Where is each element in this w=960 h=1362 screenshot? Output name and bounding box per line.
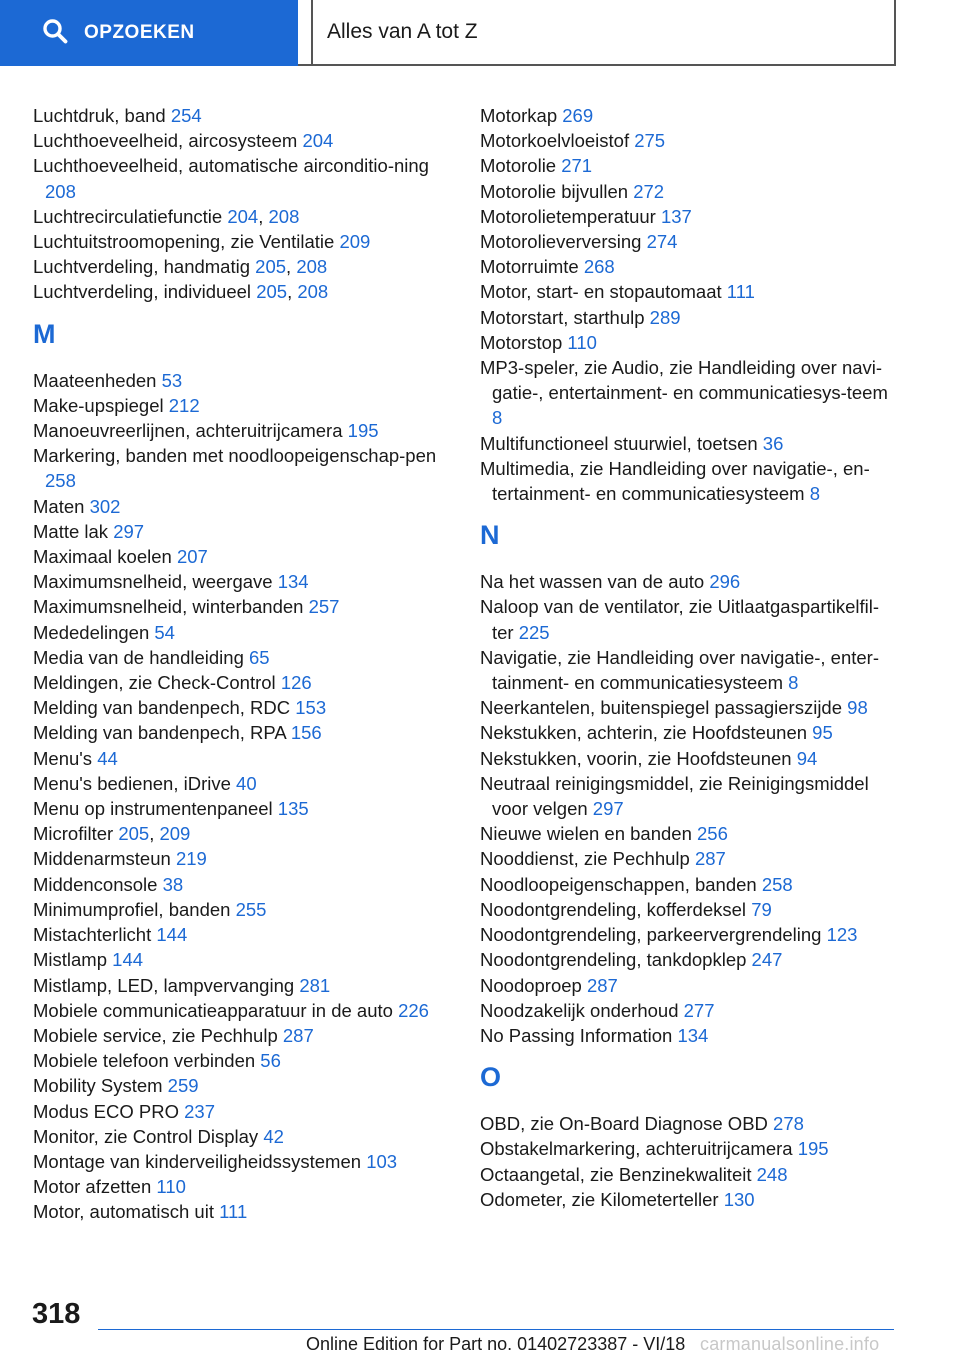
index-entry-text: Monitor, zie Control Display bbox=[33, 1125, 259, 1147]
index-entry bbox=[33, 846, 463, 871]
page-link[interactable]: 110 bbox=[156, 1176, 186, 1198]
page-link[interactable]: 123 bbox=[826, 924, 858, 946]
page-link[interactable]: 204 bbox=[227, 205, 259, 227]
index-entry-text: Motorolietemperatuur bbox=[480, 205, 656, 227]
index-entry: Luchtverdeling, individueel 205, 208 bbox=[33, 281, 329, 303]
index-entry bbox=[480, 998, 900, 1023]
page-link[interactable]: 36 bbox=[762, 432, 784, 454]
index-entry-text: No Passing Information bbox=[480, 1024, 673, 1046]
index-entry-text: Noodontgrendeling, parkeervergrendeling bbox=[480, 924, 822, 946]
page-link[interactable]: 258 bbox=[45, 470, 76, 492]
page-link[interactable]: 134 bbox=[277, 571, 309, 593]
index-entry bbox=[33, 771, 463, 796]
page-link[interactable]: 204 bbox=[302, 130, 334, 152]
page-link[interactable]: 297 bbox=[113, 520, 145, 542]
index-entry-text: Markering, banden met noodloopeigenschap‐pen bbox=[33, 445, 437, 467]
page-link[interactable]: 144 bbox=[156, 924, 188, 946]
index-entry bbox=[480, 179, 900, 204]
page-link[interactable]: 208 bbox=[297, 281, 329, 303]
index-entry bbox=[480, 1023, 900, 1048]
index-entry-text: OBD, zie On-Board Diagnose OBD bbox=[480, 1113, 768, 1135]
page-link[interactable]: 195 bbox=[347, 420, 379, 442]
index-entry bbox=[33, 103, 463, 128]
header bbox=[0, 0, 960, 68]
index-entry-text: Na het wassen van de auto bbox=[480, 571, 705, 593]
index-entry bbox=[33, 922, 463, 947]
index-letter-heading: M bbox=[33, 318, 56, 349]
search-label: OPZOEKEN bbox=[84, 22, 195, 43]
index-entry-text: Multimedia, zie Handleiding over navigatie-, en‐tertainment- en communicatiesysteem bbox=[480, 457, 870, 505]
index-entry bbox=[480, 229, 900, 254]
index-entry-text: Mistlamp bbox=[33, 949, 108, 971]
index-entry bbox=[33, 393, 463, 418]
index-column-right bbox=[480, 103, 900, 1212]
page-link[interactable]: 271 bbox=[561, 155, 593, 177]
search-button[interactable] bbox=[0, 0, 298, 66]
page-link[interactable]: 8 bbox=[809, 483, 821, 505]
page-link[interactable]: 274 bbox=[646, 231, 678, 253]
page-link[interactable]: 254 bbox=[170, 105, 202, 126]
index-entry-text: Montage van kinderveiligheidssystemen bbox=[33, 1150, 362, 1172]
page-link[interactable]: 44 bbox=[97, 747, 118, 769]
page-link[interactable]: 257 bbox=[308, 596, 340, 618]
index-entry bbox=[33, 418, 463, 443]
page-link[interactable]: 98 bbox=[847, 697, 868, 719]
page-link[interactable]: 296 bbox=[709, 571, 741, 593]
index-entry bbox=[480, 204, 900, 229]
index-entry bbox=[480, 973, 900, 998]
search-icon bbox=[42, 18, 68, 49]
page-link[interactable]: 256 bbox=[697, 823, 728, 845]
index-entry bbox=[480, 1162, 900, 1187]
index-entry bbox=[33, 1149, 463, 1174]
index-entry-text: Middenarmsteun bbox=[33, 848, 171, 870]
index-entry bbox=[33, 1199, 463, 1224]
index-entry bbox=[480, 456, 900, 506]
page-link[interactable]: 40 bbox=[236, 772, 257, 794]
index-entry bbox=[480, 720, 900, 745]
page-link[interactable]: 268 bbox=[583, 256, 615, 278]
index-entry-text: Motorolie bbox=[480, 155, 557, 177]
index-entry-text: Maximaal koelen bbox=[33, 546, 172, 568]
index-entry-text: Motorkap bbox=[480, 105, 558, 126]
index-entry-text: Menu's bedienen, iDrive bbox=[33, 772, 231, 794]
index-entry bbox=[33, 796, 463, 821]
page-link[interactable]: 208 bbox=[296, 256, 328, 278]
page-link[interactable]: 237 bbox=[184, 1100, 216, 1122]
index-entry bbox=[480, 279, 900, 304]
index-entry-text: Make-upspiegel bbox=[33, 394, 164, 416]
page-link[interactable]: 287 bbox=[586, 974, 618, 996]
edition-text: Online Edition for Part no. 01402723387 - VI/18 bbox=[306, 1334, 686, 1354]
page-number: 318 bbox=[32, 1298, 81, 1330]
page-link[interactable]: 207 bbox=[176, 546, 208, 568]
page-link[interactable]: 287 bbox=[282, 1024, 314, 1046]
index-entry-text: Microfilter bbox=[33, 823, 114, 845]
index-entry-text: Noodoproep bbox=[480, 974, 582, 996]
index-entry-text: Mobility System bbox=[33, 1075, 163, 1097]
page-link[interactable]: 156 bbox=[290, 722, 322, 744]
header-divider bbox=[298, 64, 311, 66]
page-link[interactable]: 219 bbox=[175, 848, 207, 870]
index-entry bbox=[33, 519, 463, 544]
index-entry-text: Melding van bandenpech, RDC bbox=[33, 697, 291, 719]
index-entry-text: Meldingen, zie Check-Control bbox=[33, 672, 276, 694]
index-entry bbox=[33, 1124, 463, 1149]
index-entry bbox=[33, 872, 463, 897]
index-entry bbox=[33, 128, 463, 153]
index-entry-text: Menu's bbox=[33, 747, 93, 769]
index-entry bbox=[33, 544, 463, 569]
index-entry bbox=[480, 1187, 900, 1212]
page-link[interactable]: 225 bbox=[518, 621, 550, 643]
page-link[interactable]: 94 bbox=[796, 747, 818, 769]
index-entry-text: Nieuwe wielen en banden bbox=[480, 823, 692, 845]
index-entry bbox=[33, 620, 463, 645]
index-entry-text: Motor, automatisch uit bbox=[33, 1201, 214, 1223]
index-entry bbox=[480, 846, 900, 871]
page-link[interactable]: 205 bbox=[255, 256, 287, 278]
page-link[interactable]: 144 bbox=[112, 949, 144, 971]
index-entry-text: Maateenheden bbox=[33, 369, 157, 391]
index-letter-heading: N bbox=[480, 520, 500, 551]
watermark-text: carmanualsonline.info bbox=[700, 1334, 880, 1354]
index-entry bbox=[480, 695, 900, 720]
index-entry-text: Motorkoelvloeistof bbox=[480, 130, 630, 152]
index-entry bbox=[480, 305, 900, 330]
index-entry bbox=[480, 746, 900, 771]
page-link[interactable]: 54 bbox=[154, 621, 175, 643]
index-entry bbox=[33, 897, 463, 922]
index-entry bbox=[33, 594, 463, 619]
page-link[interactable]: 135 bbox=[277, 798, 309, 820]
page-link[interactable]: 287 bbox=[694, 848, 726, 870]
index-entry-text: Maten bbox=[33, 495, 85, 517]
index-entry-text: Luchtuitstroomopening, zie Ventilatie bbox=[33, 231, 335, 253]
section-title-box bbox=[311, 0, 896, 66]
index-entry-text: Mistlamp, LED, lampvervanging bbox=[33, 974, 295, 996]
index-entry-text: Maximumsnelheid, weergave bbox=[33, 571, 273, 593]
index-entry bbox=[480, 1136, 900, 1161]
page-link[interactable]: 248 bbox=[756, 1163, 788, 1185]
page-link[interactable]: 103 bbox=[366, 1150, 398, 1172]
page-link[interactable]: 281 bbox=[299, 974, 331, 996]
page-link[interactable]: 275 bbox=[634, 130, 666, 152]
page-link[interactable]: 8 bbox=[492, 407, 503, 429]
index-entry: Microfilter 205, 209 bbox=[33, 823, 191, 845]
page-link[interactable]: 212 bbox=[168, 394, 200, 416]
index-entry bbox=[480, 872, 900, 897]
index-entry-text: Menu op instrumentenpaneel bbox=[33, 798, 273, 820]
index-entry-text: Middenconsole bbox=[33, 873, 158, 895]
page-link[interactable]: 289 bbox=[649, 306, 681, 328]
index-entry bbox=[33, 973, 463, 998]
index-entry: Luchtrecirculatiefunctie 204, 208 bbox=[33, 205, 300, 227]
index-entry-text: Minimumprofiel, banden bbox=[33, 898, 231, 920]
index-entry bbox=[33, 368, 463, 393]
page-link[interactable]: 269 bbox=[562, 105, 594, 126]
index-entry-text: Odometer, zie Kilometerteller bbox=[480, 1188, 719, 1210]
index-entry-text: MP3-speler, zie Audio, zie Handleiding over navi‐gatie-, entertainment- en communicatiesys‐teem bbox=[480, 357, 888, 404]
index-entry bbox=[33, 229, 463, 254]
index-entry bbox=[480, 103, 900, 128]
index-entry bbox=[33, 695, 463, 720]
index-entry-text: Mobiele telefoon verbinden bbox=[33, 1050, 256, 1072]
page-link[interactable]: 42 bbox=[263, 1125, 284, 1147]
index-entry-text: Modus ECO PRO bbox=[33, 1100, 179, 1122]
index-entry-text: Motorolieverversing bbox=[480, 231, 642, 253]
index-entry-text: Multifunctioneel stuurwiel, toetsen bbox=[480, 432, 758, 454]
page-link[interactable]: 226 bbox=[398, 999, 429, 1021]
page-link[interactable]: 205 bbox=[256, 281, 288, 303]
index-entry-text: Noodontgrendeling, tankdopklep bbox=[480, 949, 747, 971]
index-entry-text: Manoeuvreerlijnen, achteruitrijcamera bbox=[33, 420, 343, 442]
index-entry bbox=[480, 947, 900, 972]
index-entry-text: Maximumsnelheid, winterbanden bbox=[33, 596, 304, 618]
index-entry-text: Luchthoeveelheid, automatische airconditio‐ning bbox=[33, 155, 429, 177]
page-link[interactable]: 208 bbox=[268, 205, 300, 227]
index-entry-text: Mededelingen bbox=[33, 621, 150, 643]
index-entry bbox=[480, 569, 900, 594]
index-entry-text: Noodontgrendeling, kofferdeksel bbox=[480, 898, 747, 920]
index-entry-text: Mobiele communicatieapparatuur in de auto bbox=[33, 999, 393, 1021]
page-link[interactable]: 278 bbox=[773, 1113, 804, 1135]
page-link[interactable]: 208 bbox=[45, 180, 76, 202]
index-entry-text: Neerkantelen, buitenspiegel passagierszijde bbox=[480, 697, 843, 719]
index-entry-text: Motor, start- en stopautomaat bbox=[480, 281, 722, 303]
index-entry bbox=[480, 254, 900, 279]
page-link[interactable]: 297 bbox=[592, 798, 624, 820]
index-entry bbox=[33, 1174, 463, 1199]
page-link[interactable]: 79 bbox=[751, 898, 772, 920]
index-column-left bbox=[33, 103, 463, 1225]
section-title: Alles van A tot Z bbox=[327, 20, 478, 43]
index-entry bbox=[33, 645, 463, 670]
index-entry-text: Motorstart, starthulp bbox=[480, 306, 645, 328]
page-link[interactable]: 134 bbox=[677, 1024, 709, 1046]
index-entry-text: Motor afzetten bbox=[33, 1176, 152, 1198]
index-entry bbox=[33, 998, 463, 1023]
footer-rule bbox=[98, 1329, 894, 1330]
index-entry bbox=[480, 153, 900, 178]
index-entry-text: Noodloopeigenschappen, banden bbox=[480, 873, 757, 895]
index-entry bbox=[33, 670, 463, 695]
index-entry-text: Motorstop bbox=[480, 331, 563, 353]
index-entry-text: Naloop van de ventilator, zie Uitlaatgaspartikelfil‐ter bbox=[480, 596, 879, 643]
index-entry bbox=[480, 922, 900, 947]
index-entry-text: Luchtverdeling, individueel bbox=[33, 281, 252, 303]
index-entry bbox=[33, 1048, 463, 1073]
index-entry-text: Noodzakelijk onderhoud bbox=[480, 999, 679, 1021]
page-link[interactable]: 65 bbox=[249, 646, 270, 668]
index-entry bbox=[480, 330, 900, 355]
index-entry bbox=[33, 1073, 463, 1098]
index-entry: Luchtverdeling, handmatig 205, 208 bbox=[33, 256, 328, 278]
index-entry bbox=[33, 720, 463, 745]
index-entry bbox=[33, 1023, 463, 1048]
index-entry bbox=[33, 1099, 463, 1124]
index-entry bbox=[33, 569, 463, 594]
index-entry bbox=[33, 947, 463, 972]
index-entry bbox=[480, 431, 900, 456]
page-link[interactable]: 53 bbox=[161, 369, 183, 391]
index-entry bbox=[480, 355, 900, 431]
index-entry bbox=[480, 897, 900, 922]
index-entry bbox=[480, 1111, 900, 1136]
page-link[interactable]: 110 bbox=[567, 331, 597, 353]
index-entry-text: Luchthoeveelheid, aircosysteem bbox=[33, 130, 298, 152]
index-entry-text: Mobiele service, zie Pechhulp bbox=[33, 1024, 278, 1046]
index-entry-text: Luchtrecirculatiefunctie bbox=[33, 205, 223, 227]
index-entry-text: Matte lak bbox=[33, 520, 109, 542]
page-link[interactable]: 247 bbox=[751, 949, 783, 971]
page-link[interactable]: 255 bbox=[235, 898, 267, 920]
index-entry-text: Motorolie bijvullen bbox=[480, 180, 629, 202]
index-entry bbox=[480, 645, 900, 695]
index-entry bbox=[33, 746, 463, 771]
index-entry bbox=[33, 443, 463, 493]
index-entry-text: Octaangetal, zie Benzinekwaliteit bbox=[480, 1163, 752, 1185]
index-entry-text: Neutraal reinigingsmiddel, zie Reinigingsmiddel voor velgen bbox=[480, 772, 869, 820]
index-entry-text: Navigatie, zie Handleiding over navigatie-, enter‐tainment- en communicatiesysteem bbox=[480, 646, 879, 694]
page-link[interactable]: 111 bbox=[219, 1201, 248, 1223]
page-link[interactable]: 259 bbox=[167, 1075, 199, 1097]
index-entry bbox=[480, 821, 900, 846]
index-entry bbox=[33, 153, 463, 203]
page-link[interactable]: 272 bbox=[633, 180, 665, 202]
index-entry-text: Obstakelmarkering, achteruitrijcamera bbox=[480, 1138, 793, 1160]
index-entry-text: Media van de handleiding bbox=[33, 646, 244, 668]
page-link[interactable]: 205 bbox=[118, 823, 150, 845]
index-entry-text: Motorruimte bbox=[480, 256, 579, 278]
page-link[interactable]: 153 bbox=[295, 697, 327, 719]
page-link[interactable]: 258 bbox=[761, 873, 793, 895]
index-entry-text: Mistachterlicht bbox=[33, 924, 152, 946]
page-link[interactable]: 95 bbox=[812, 722, 833, 744]
index-letter-heading: O bbox=[480, 1062, 502, 1093]
page-link[interactable]: 130 bbox=[723, 1188, 755, 1210]
page-link[interactable]: 56 bbox=[260, 1050, 281, 1072]
page-link[interactable]: 195 bbox=[797, 1138, 829, 1160]
page-link[interactable]: 277 bbox=[683, 999, 715, 1021]
index-entry-text: Melding van bandenpech, RPA bbox=[33, 722, 286, 744]
index-entry bbox=[480, 128, 900, 153]
index-entry bbox=[480, 594, 900, 644]
index-entry-text: Luchtverdeling, handmatig bbox=[33, 256, 251, 278]
page-link[interactable]: 38 bbox=[162, 873, 184, 895]
index-entry-text: Nooddienst, zie Pechhulp bbox=[480, 848, 690, 870]
index-entry-text: Nekstukken, voorin, zie Hoofdsteunen bbox=[480, 747, 792, 769]
index-entry bbox=[33, 494, 463, 519]
page-link[interactable]: 111 bbox=[726, 281, 755, 303]
index-entry-text: Luchtdruk, band bbox=[33, 105, 166, 126]
page-link[interactable]: 209 bbox=[339, 231, 371, 253]
page-link[interactable]: 126 bbox=[280, 672, 312, 694]
index-entry-text: Nekstukken, achterin, zie Hoofdsteunen bbox=[480, 722, 808, 744]
page-link[interactable]: 209 bbox=[159, 823, 191, 845]
page-link[interactable]: 8 bbox=[788, 672, 799, 694]
index-entry bbox=[480, 771, 900, 821]
page-link[interactable]: 302 bbox=[89, 495, 121, 517]
page-link[interactable]: 137 bbox=[660, 205, 692, 227]
